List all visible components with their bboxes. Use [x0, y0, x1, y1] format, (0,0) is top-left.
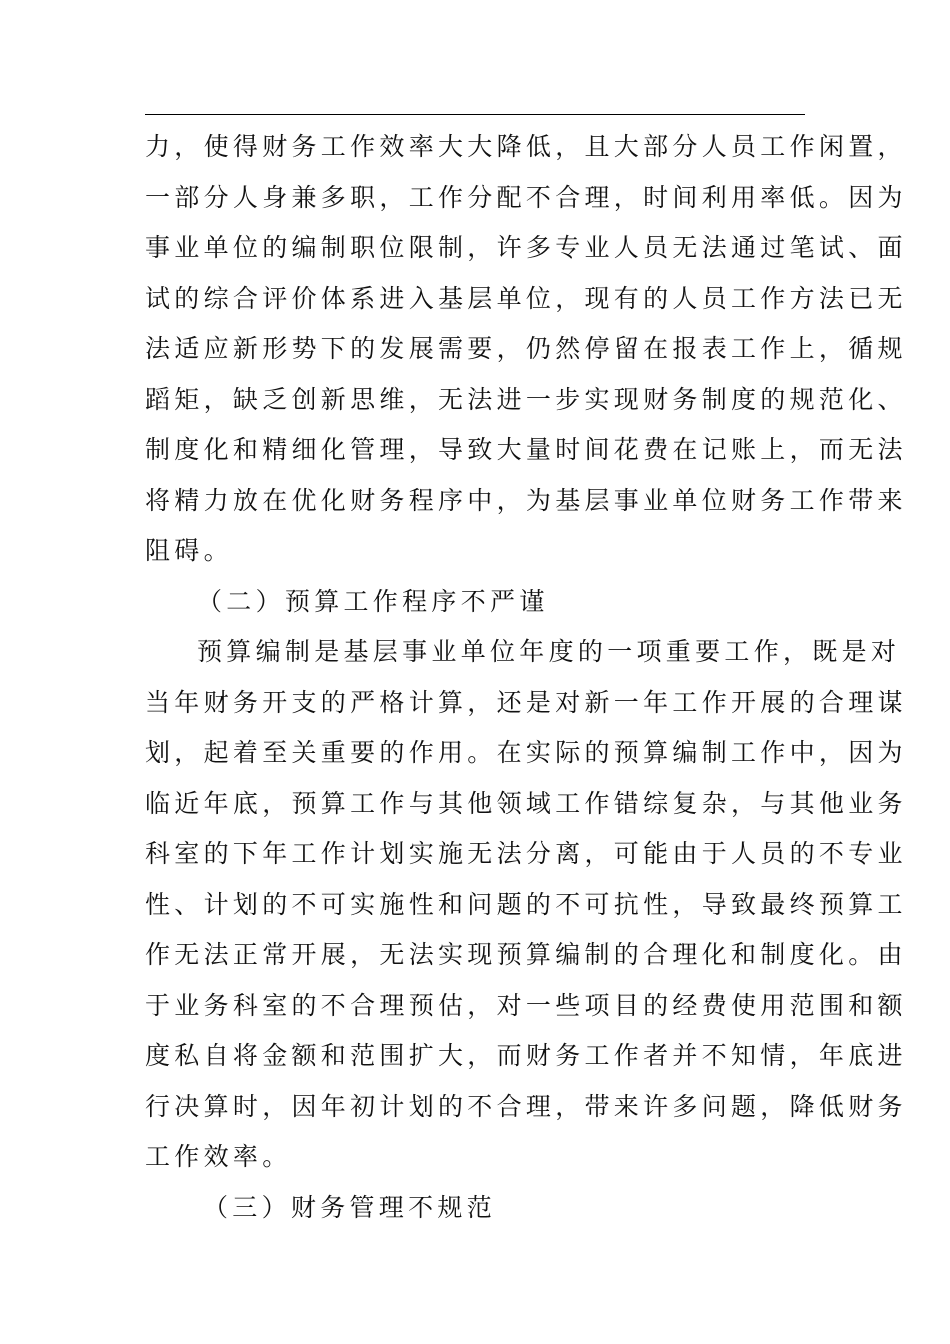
text-line: 科室的下年工作计划实施无法分离，可能由于人员的不专业 [145, 839, 907, 868]
header-rule [145, 114, 805, 115]
text-line: 试的综合评价体系进入基层单位，现有的人员工作方法已无 [145, 283, 907, 313]
text-line: 划，起着至关重要的作用。在实际的预算编制工作中，因为 [145, 738, 907, 767]
text-line: 蹈矩，缺乏创新思维，无法进一步实现财务制度的规范化、 [145, 384, 907, 414]
text-line: 一部分人身兼多职，工作分配不合理，时间利用率低。因为 [145, 182, 907, 212]
document-body [145, 122, 907, 1233]
paragraph-budget [145, 627, 907, 1183]
text-line: 度私自将金额和范围扩大，而财务工作者并不知情，年底进 [145, 1041, 907, 1070]
text-line: 制度化和精细化管理，导致大量时间花费在记账上，而无法 [145, 435, 907, 464]
text-line: 性、计划的不可实施性和问题的不可抗性，导致最终预算工 [145, 889, 907, 919]
text-line: 作无法正常开展，无法实现预算编制的合理化和制度化。由 [145, 940, 907, 969]
text-line: 工作效率。 [145, 1142, 292, 1171]
section-heading-2: （二）预算工作程序不严谨 [197, 586, 549, 616]
section-heading-3: （三）财务管理不规范 [203, 1192, 497, 1222]
text-line: 于业务科室的不合理预估，对一些项目的经费使用范围和额 [145, 990, 907, 1020]
text-line: 事业单位的编制职位限制，许多专业人员无法通过笔试、面 [145, 233, 907, 262]
text-line: 行决算时，因年初计划的不合理，带来许多问题，降低财务 [145, 1091, 907, 1121]
text-line: 力，使得财务工作效率大大降低，且大部分人员工作闲置， [145, 132, 907, 161]
text-line: 预算编制是基层事业单位年度的一项重要工作，既是对 [197, 637, 901, 666]
paragraph-staffing [145, 122, 907, 577]
text-line: 当年财务开支的严格计算，还是对新一年工作开展的合理谋 [145, 687, 907, 717]
text-line: 临近年底，预算工作与其他领域工作错综复杂，与其他业务 [145, 788, 907, 818]
text-line: 将精力放在优化财务程序中，为基层事业单位财务工作带来 [145, 485, 907, 515]
text-line: 法适应新形势下的发展需要，仍然停留在报表工作上，循规 [145, 334, 907, 363]
text-line: 阻碍。 [145, 536, 233, 565]
